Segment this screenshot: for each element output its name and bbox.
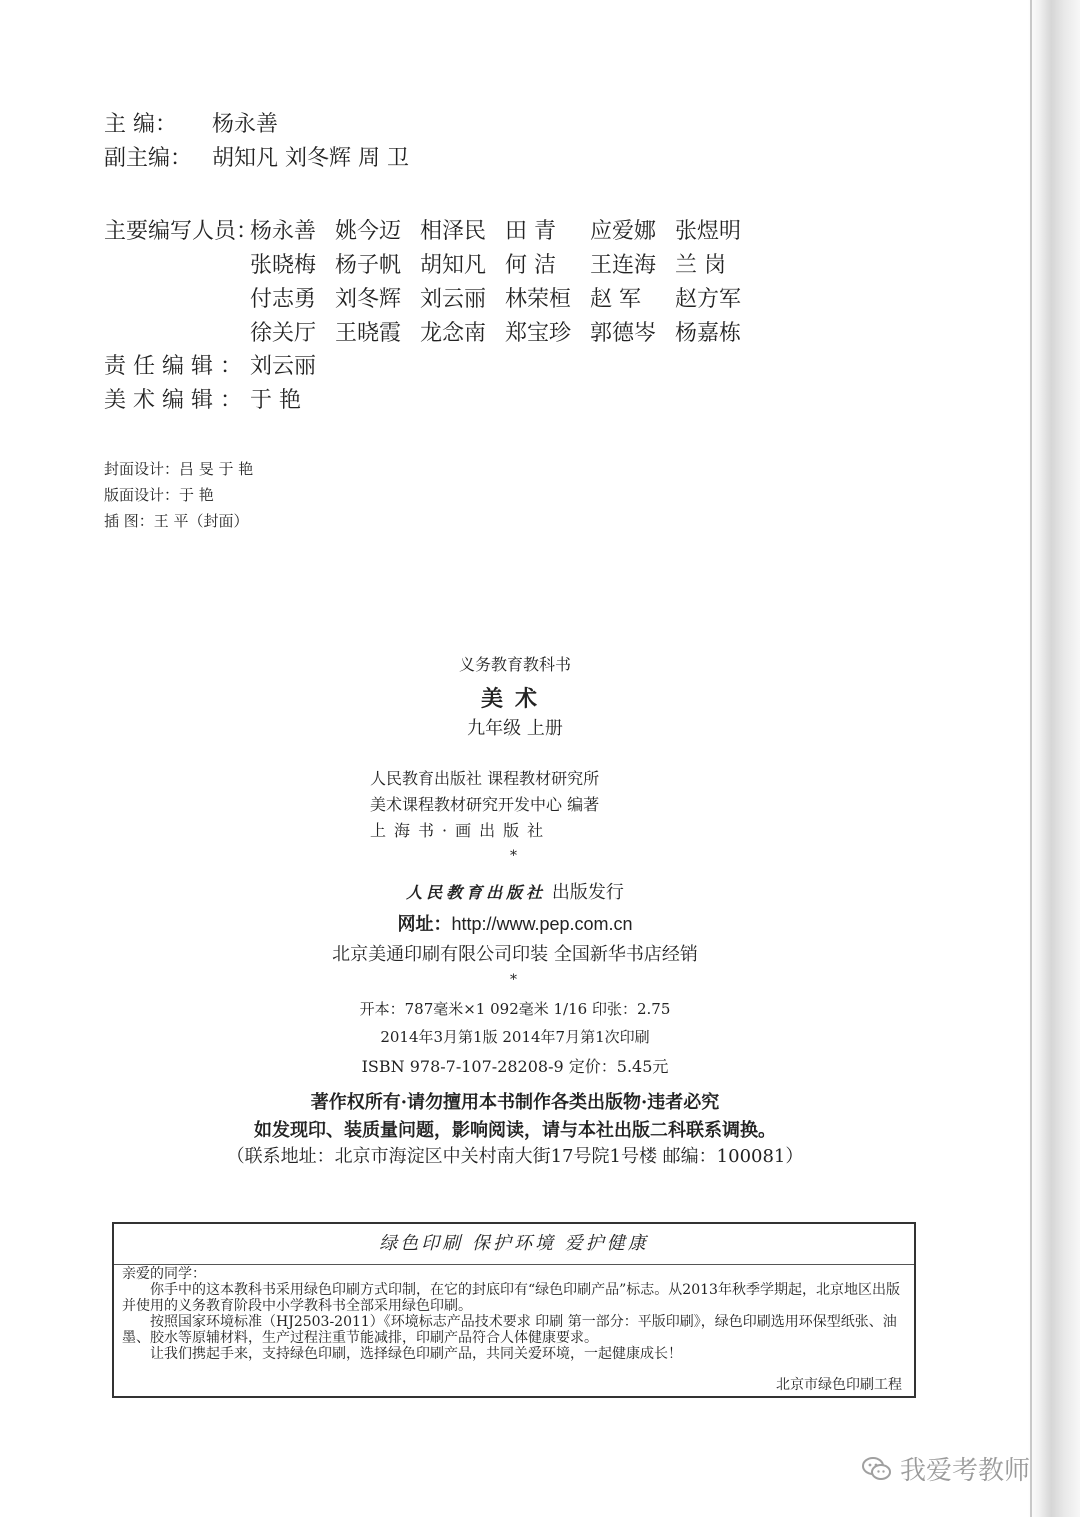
chief-editor-line xyxy=(104,110,278,140)
book-grade: 九年级 上册 xyxy=(467,718,563,739)
writer-name: 付志勇 xyxy=(250,287,317,312)
website-url[interactable]: http://www.pep.com.cn xyxy=(451,914,633,934)
publisher-suffix: 出版发行 xyxy=(551,882,624,903)
writer-name: 何 洁 xyxy=(505,253,556,278)
format-line: 开本：787毫米×1 092毫米 1/16 印张：2.75 xyxy=(359,1000,671,1018)
writer-name: 姚今迈 xyxy=(335,219,402,244)
writers-row xyxy=(250,215,760,249)
writer-name: 兰 岗 xyxy=(675,253,726,278)
green-print-box xyxy=(112,1222,916,1398)
copyright-notice: 著作权所有·请勿擅用本书制作各类出版物·违者必究 xyxy=(310,1092,720,1113)
green-print-body xyxy=(122,1266,906,1362)
deputy-editor-names: 胡知凡 刘冬辉 周 卫 xyxy=(212,146,409,171)
writer-name: 王晓霞 xyxy=(335,321,402,346)
deputy-editor-label: 副主编： xyxy=(104,146,193,171)
writer-name: 龙念南 xyxy=(420,321,487,346)
writer-name: 郭德岑 xyxy=(590,321,657,346)
writers-row xyxy=(250,317,760,351)
wechat-icon xyxy=(862,1456,892,1482)
green-print-signature: 北京市绿色印刷工程 xyxy=(776,1377,902,1393)
editor-line-1: 人民教育出版社 课程教材研究所 xyxy=(370,769,600,788)
website-line xyxy=(0,910,1030,936)
writer-name: 郑宝珍 xyxy=(505,321,572,346)
green-print-greeting: 亲爱的同学： xyxy=(122,1266,206,1282)
cover-design-credit: 封面设计：吕 旻 于 艳 xyxy=(104,460,254,478)
responsible-editor-line xyxy=(104,352,316,382)
writer-name: 相泽民 xyxy=(420,219,487,244)
chief-editor-label: 主 编： xyxy=(104,112,177,137)
writer-name: 赵 军 xyxy=(590,287,641,312)
writer-name: 杨嘉栋 xyxy=(675,321,742,346)
publisher-logo: 人民教育出版社 xyxy=(406,883,547,902)
printer-line: 北京美通印刷有限公司印装 全国新华书店经销 xyxy=(332,944,698,965)
green-print-para: 你手中的这本教科书采用绿色印刷方式印制，在它的封底印有“绿色印刷产品”标志。从2013年秋季学期起，北京地区出版并使用的义务教育阶段中小学教科书全部采用绿色印刷。 xyxy=(122,1282,900,1314)
isbn-price-line: ISBN 978-7-107-28208-9 定价：5.45元 xyxy=(361,1057,669,1076)
book-title: 美术 xyxy=(480,686,549,712)
art-editor-label: 美术编辑： xyxy=(104,388,250,413)
book-series: 义务教育教科书 xyxy=(458,655,571,674)
writer-name: 张煜明 xyxy=(675,219,742,244)
deputy-editor-line xyxy=(104,144,409,174)
website-label: 网址： xyxy=(397,914,452,935)
writer-name: 应爱娜 xyxy=(590,219,657,244)
editor-line-2: 美术课程教材研究开发中心 编著 xyxy=(370,795,600,814)
writer-name: 杨永善 xyxy=(250,219,317,244)
writer-name: 王连海 xyxy=(590,253,657,278)
writer-name: 徐关厅 xyxy=(250,321,317,346)
edition-line: 2014年3月第1版 2014年7月第1次印刷 xyxy=(380,1028,650,1046)
separator-star: * xyxy=(510,972,517,988)
writer-name: 胡知凡 xyxy=(420,253,487,278)
contact-address: （联系地址：北京市海淀区中关村南大街17号院1号楼 邮编：100081） xyxy=(226,1146,804,1167)
main-writers-label: 主要编写人员： xyxy=(104,219,259,244)
publisher-line xyxy=(0,878,1030,904)
writer-name: 赵方军 xyxy=(675,287,742,312)
chief-editor-name: 杨永善 xyxy=(212,112,279,137)
writer-name: 林荣桓 xyxy=(505,287,572,312)
illustration-credit: 插 图：王 平（封面） xyxy=(104,512,249,530)
responsible-editor-label: 责任编辑： xyxy=(104,354,250,379)
page-edge-shadow xyxy=(1028,0,1080,1517)
page-edge-line xyxy=(1030,0,1032,1517)
art-editor-line xyxy=(104,386,301,416)
watermark xyxy=(862,1450,1030,1487)
responsible-editor-name: 刘云丽 xyxy=(250,354,317,379)
writers-row xyxy=(250,249,760,283)
writer-name: 刘冬辉 xyxy=(335,287,402,312)
green-print-para: 让我们携起手来，支持绿色印刷，选择绿色印刷产品，共同关爱环境，一起健康成长！ xyxy=(150,1346,682,1362)
green-print-title: 绿色印刷 保护环境 爱护健康 xyxy=(114,1224,914,1265)
editor-line-3: 上海书·画出版社 xyxy=(370,821,552,840)
writer-name: 张晓梅 xyxy=(250,253,317,278)
main-writers-grid xyxy=(250,215,760,351)
writer-name: 刘云丽 xyxy=(420,287,487,312)
writer-name: 杨子帆 xyxy=(335,253,402,278)
watermark-text: 我爱考教师 xyxy=(900,1455,1031,1485)
writer-name: 田 青 xyxy=(505,219,556,244)
art-editor-name: 于 艳 xyxy=(250,388,301,413)
quality-notice: 如发现印、装质量问题，影响阅读，请与本社出版二科联系调换。 xyxy=(254,1120,776,1141)
separator-star: * xyxy=(510,848,517,864)
writers-row xyxy=(250,283,760,317)
layout-design-credit: 版面设计：于 艳 xyxy=(104,486,214,504)
green-print-para: 按照国家环境标准（HJ2503-2011）《环境标志产品技术要求 印刷 第一部分：平版印刷》，绿色印刷选用环保型纸张、油墨、胶水等原辅材料，生产过程注重节能减排，印刷产品符合人体健康要求。 xyxy=(122,1314,897,1346)
